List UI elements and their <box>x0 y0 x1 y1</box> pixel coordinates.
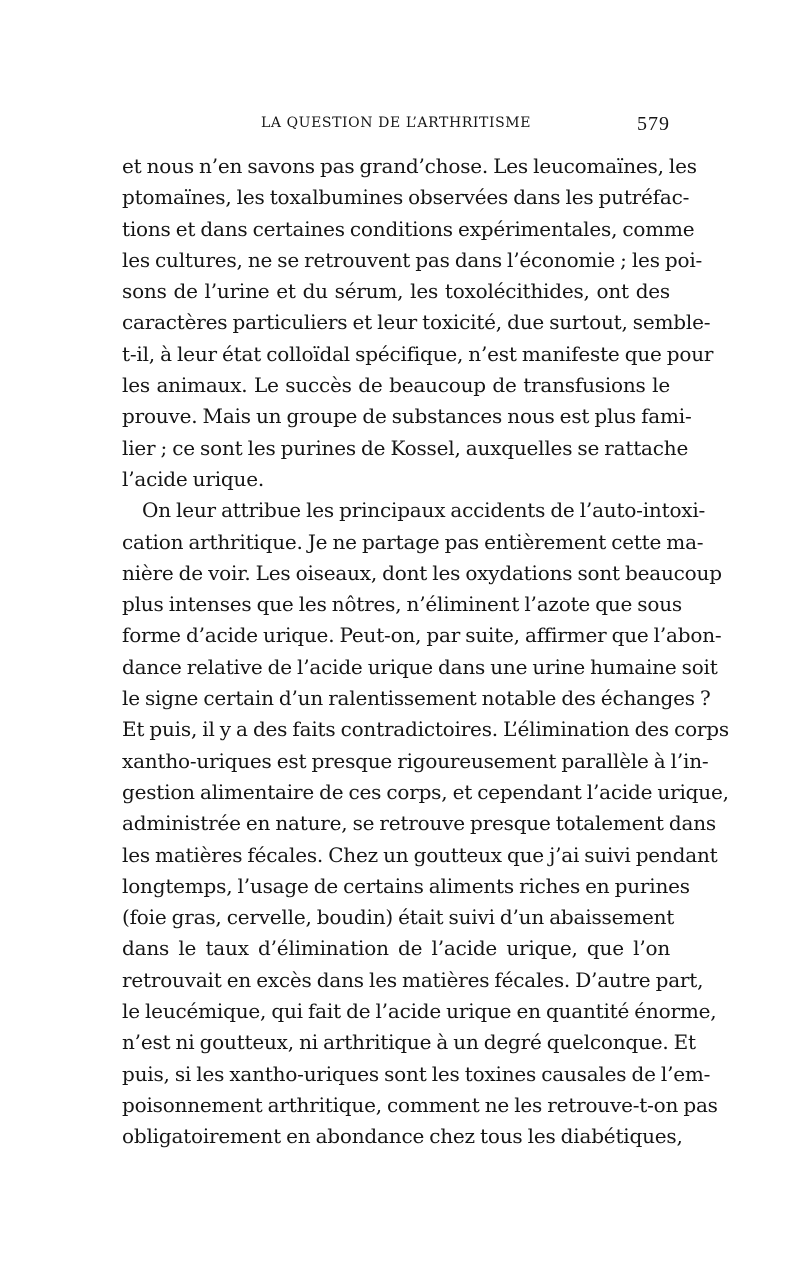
page-number: 579 <box>637 113 670 135</box>
text-line: tions et dans certaines conditions expérimentales, comme <box>122 216 695 241</box>
text-line: lier ; ce sont les purines de Kossel, auxquelles se rattache <box>122 435 689 460</box>
text-line: les cultures, ne se retrouvent pas dans l’économie ; les poi- <box>122 247 703 272</box>
body-text <box>122 151 729 1153</box>
text-line: (foie gras, cervelle, boudin) était suivi d’un abaissement <box>122 905 675 930</box>
text-line: gestion alimentaire de ces corps, et cependant l’acide urique, <box>122 779 729 804</box>
text-line: plus intenses que les nôtres, n’éliminent l’azote que sous <box>122 592 682 617</box>
text-line: forme d’acide urique. Peut-on, par suite, affirmer que l’abon- <box>122 623 722 648</box>
text-line: ptomaïnes, les toxalbumines observées dans les putréfac- <box>122 185 690 210</box>
text-line: puis, si les xantho-uriques sont les toxines causales de l’em- <box>122 1061 711 1086</box>
running-title: LA QUESTION DE L’ARTHRITISME <box>260 115 532 131</box>
text-line: dance relative de l’acide urique dans une urine humaine soit <box>122 654 718 679</box>
text-line: n’est ni goutteux, ni arthritique à un degré quelconque. Et <box>122 1030 696 1055</box>
text-line: et nous n’en savons pas grand’chose. Les leucomaïnes, les <box>122 154 697 178</box>
text-line: caractères particuliers et leur toxicité, due surtout, semble- <box>122 310 711 335</box>
text-line: prouve. Mais un groupe de substances nous est plus fami- <box>122 404 692 429</box>
text-line: le signe certain d’un ralentissement notable des échanges ? <box>122 686 711 711</box>
text-line: t-il, à leur état colloïdal spécifique, n’est manifeste que pour <box>122 341 714 366</box>
text-line: obligatoirement en abondance chez tous les diabétiques, <box>122 1124 683 1149</box>
text-line: nière de voir. Les oiseaux, dont les oxydations sont beaucoup <box>122 560 722 585</box>
text-line: Et puis, il y a des faits contradictoires. L’élimination des corps <box>122 717 729 742</box>
text-line: l’acide urique. <box>122 466 264 491</box>
text-line: sons de l’urine et du sérum, les toxolécithides, ont des <box>122 279 670 304</box>
text-line: On leur attribue les principaux accidents de l’auto-intoxi- <box>142 498 706 523</box>
running-header <box>122 113 670 135</box>
text-line: poisonnement arthritique, comment ne les retrouve-t-on pas <box>122 1092 718 1117</box>
text-line: les matières fécales. Chez un goutteux que j’ai suivi pendant <box>122 842 718 867</box>
text-line: administrée en nature, se retrouve presque totalement dans <box>122 811 716 836</box>
text-line: les animaux. Le succès de beaucoup de transfusions le <box>122 373 670 398</box>
text-line: xantho-uriques est presque rigoureusement parallèle à l’in- <box>122 748 709 773</box>
text-line: dans le taux d’élimination de l’acide urique, que l’on <box>122 936 670 961</box>
text-line: longtemps, l’usage de certains aliments riches en purines <box>122 873 690 898</box>
text-line: retrouvait en excès dans les matières fécales. D’autre part, <box>122 967 704 992</box>
text-line: le leucémique, qui fait de l’acide urique en quantité énorme, <box>122 999 717 1024</box>
text-line: cation arthritique. Je ne partage pas entièrement cette ma- <box>122 529 704 554</box>
